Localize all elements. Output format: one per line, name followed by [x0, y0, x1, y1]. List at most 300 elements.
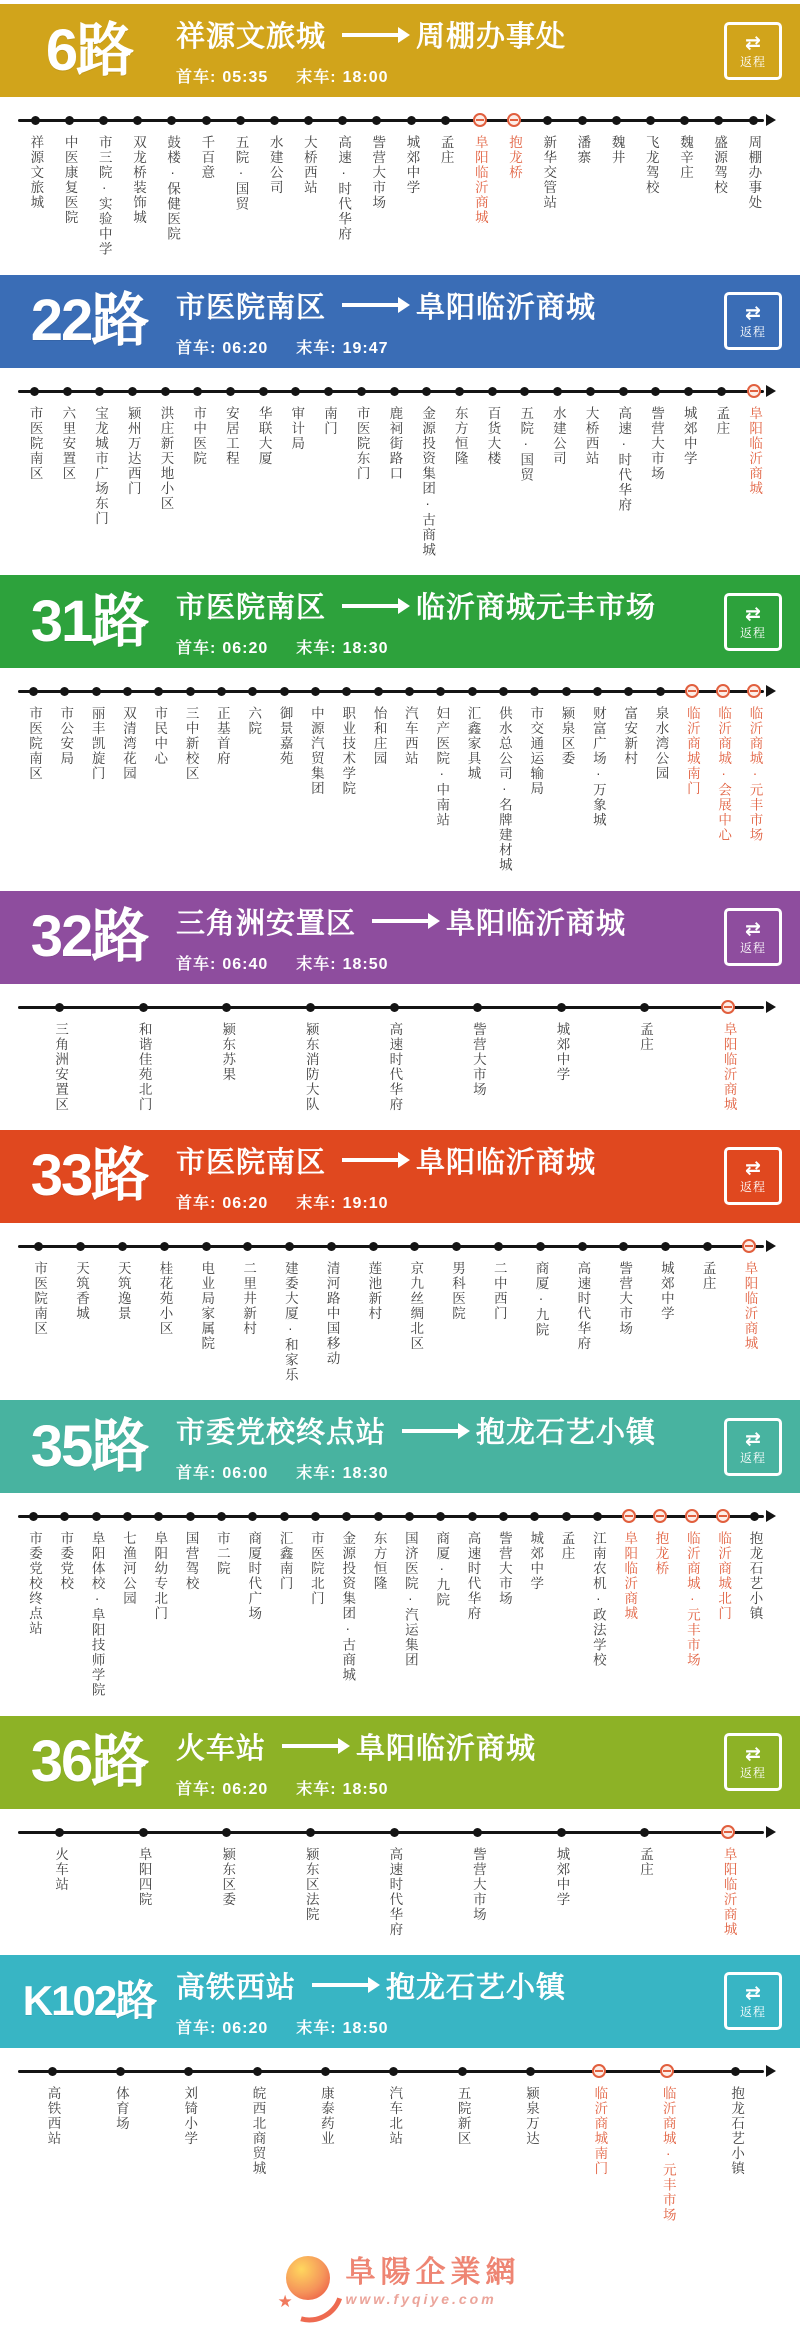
- stop-label: 訾营大市场: [470, 1846, 486, 1922]
- stop-label: 职业技术学院: [340, 706, 356, 796]
- stop-label: 市二院: [214, 1531, 230, 1576]
- route-track: [18, 1505, 770, 1698]
- stop: [436, 996, 520, 1112]
- first-bus: [176, 335, 268, 358]
- stop-label: 市医院南区: [26, 706, 42, 781]
- stop-label: 火车站: [53, 1846, 69, 1892]
- stop: [185, 1821, 269, 1937]
- stop-label: 市委党校: [58, 1531, 74, 1591]
- stop-label: 临沂商城·元丰市场: [747, 706, 763, 843]
- bus-stop-icon: [592, 2064, 606, 2078]
- stop: [519, 1821, 603, 1937]
- stop: [574, 380, 607, 558]
- stop-label: 城郊中学: [681, 405, 697, 466]
- stop-dot: [342, 1512, 351, 1521]
- swap-arrows-icon: ⇄: [745, 32, 761, 54]
- route-from: 市医院南区: [176, 592, 327, 624]
- stop: [613, 680, 644, 873]
- stop: [436, 1821, 520, 1937]
- route-times: [176, 635, 712, 658]
- stop: [603, 1821, 687, 1937]
- stop-dot: [154, 1512, 163, 1521]
- stop-dot: [291, 387, 300, 396]
- stop-label: 市医院北门: [308, 1531, 324, 1606]
- route-track: [18, 680, 770, 873]
- stop: [645, 1505, 676, 1698]
- bus-stop-icon: [721, 1825, 735, 1839]
- last-bus: [296, 951, 388, 974]
- stop-label: 孟庄: [714, 405, 730, 436]
- stop: [672, 380, 705, 558]
- stop-label: 宝龙城市广场东门: [93, 405, 109, 526]
- stop-label: 供水总公司·名牌建材城: [496, 706, 512, 873]
- stop-label: 颍州万达西门: [125, 405, 141, 496]
- stop-dot: [321, 2067, 330, 2076]
- stop-label: 阜阳临沂商城: [747, 405, 763, 496]
- bus-stop-icon: [685, 1509, 699, 1523]
- stop-label: 江南农机·政法学校: [590, 1531, 606, 1668]
- last-bus-label: 末车:: [296, 1465, 337, 1482]
- return-trip-button[interactable]: [724, 1972, 782, 2030]
- stop: [360, 109, 394, 257]
- first-bus-label: 首车:: [176, 640, 217, 657]
- stop: [687, 996, 771, 1112]
- first-bus: [176, 64, 268, 87]
- return-trip-button[interactable]: [724, 1733, 782, 1791]
- stop-dot: [306, 1828, 315, 1837]
- first-bus-label: 首车:: [176, 1780, 217, 1798]
- arrow-right-icon: [342, 604, 400, 608]
- route-to: 抱龙石艺小镇: [386, 1971, 567, 2004]
- stop-dot: [202, 1242, 211, 1251]
- bus-stop-icon: [721, 1000, 735, 1014]
- stop-label: 周棚办事处: [746, 135, 762, 210]
- stop-dot: [167, 116, 176, 125]
- return-trip-button[interactable]: [724, 593, 782, 651]
- stop-dot: [184, 2067, 193, 2076]
- stop: [345, 380, 378, 558]
- stop-dot: [248, 1512, 257, 1521]
- stop-label: 审计局: [289, 405, 305, 451]
- stop-dot: [99, 116, 108, 125]
- stop-dot: [34, 1242, 43, 1251]
- stop-label: 汇鑫家具城: [465, 706, 481, 781]
- stop-label: 三角洲安置区: [53, 1021, 69, 1112]
- route-from: 火车站: [176, 1732, 267, 1765]
- stop-label: 五院·国贸: [233, 135, 249, 212]
- first-bus-time: 06:20: [222, 2019, 269, 2037]
- stop-dot: [530, 687, 539, 696]
- first-bus-time: 06:40: [222, 955, 269, 973]
- stop-dot: [499, 1512, 508, 1521]
- stop-label: 怡和庄园: [371, 706, 387, 766]
- stop: [519, 996, 603, 1112]
- stop-dot: [29, 687, 38, 696]
- route-header: [0, 4, 800, 97]
- stop: [49, 680, 80, 873]
- arrow-right-icon: [342, 33, 400, 37]
- stop-dot: [593, 687, 602, 696]
- stop-dot: [750, 1512, 759, 1521]
- stop-label: 康泰药业: [318, 2085, 334, 2146]
- stop-dot: [29, 1512, 38, 1521]
- stop: [687, 1821, 771, 1937]
- stop-dot: [374, 687, 383, 696]
- stop-label: 富安新村: [622, 706, 638, 766]
- stop-label: 阜阳体校·阜阳技师学院: [89, 1531, 105, 1698]
- stop-label: 訾营大市场: [649, 405, 664, 481]
- stop: [394, 1505, 425, 1698]
- stop-dot: [494, 1242, 503, 1251]
- last-bus: [296, 2015, 388, 2038]
- stop: [143, 680, 174, 873]
- stop: [360, 2060, 428, 2223]
- first-bus-label: 首车:: [176, 1194, 217, 1212]
- swap-arrows-icon: ⇄: [745, 303, 761, 324]
- stop-dot: [31, 116, 40, 125]
- stop-dot: [123, 1512, 132, 1521]
- stop-dot: [473, 1003, 482, 1012]
- stop-label: 市民中心: [152, 706, 168, 766]
- first-bus-label: 首车:: [176, 1465, 217, 1482]
- route-to: 阜阳临沂商城: [416, 1146, 597, 1179]
- stop-dot: [369, 1242, 378, 1251]
- stop-dot: [586, 387, 595, 396]
- first-bus-label: 首车:: [176, 955, 217, 973]
- stop-label: 市交通运输局: [528, 706, 544, 796]
- route-track: [18, 996, 770, 1112]
- stop: [257, 109, 291, 257]
- bus-stop-icon: [653, 1509, 667, 1523]
- stop: [81, 680, 112, 873]
- stop: [185, 996, 269, 1112]
- route-diagram: [0, 368, 800, 566]
- stop-label: 高速时代华府: [465, 1531, 481, 1621]
- site-footer: [0, 2240, 800, 2326]
- stop-label: 六里安置区: [60, 405, 76, 481]
- stop-dot: [640, 1003, 649, 1012]
- stop-dot: [311, 1512, 320, 1521]
- stop-dot: [222, 1003, 231, 1012]
- stop: [633, 2060, 701, 2223]
- stop: [687, 1235, 729, 1383]
- stop-dot: [92, 1512, 101, 1521]
- routes: [0, 4, 800, 2230]
- route-number: K102路: [22, 1977, 156, 2024]
- stop-dot: [499, 687, 508, 696]
- stop-label: 和谐佳苑北门: [136, 1021, 152, 1112]
- stop: [551, 680, 582, 873]
- stop: [206, 680, 237, 873]
- last-bus-label: 末车:: [296, 1780, 337, 1798]
- stop-label: 临沂商城南门: [592, 2085, 608, 2176]
- stop: [639, 380, 672, 558]
- swap-arrows-icon: ⇄: [745, 603, 761, 625]
- stop-label: 市中医院: [191, 405, 207, 466]
- stop-dot: [133, 116, 142, 125]
- route-track: [18, 1235, 770, 1383]
- stop-dot: [139, 1828, 148, 1837]
- return-trip-button[interactable]: [724, 292, 782, 350]
- stop: [60, 1235, 102, 1383]
- stop: [394, 680, 425, 873]
- arrow-right-icon: [342, 1158, 400, 1162]
- route-from: 市医院南区: [176, 1146, 327, 1179]
- stop-dot: [92, 687, 101, 696]
- route-diagram: [0, 2048, 800, 2231]
- stop: [269, 680, 300, 873]
- stop-dot: [63, 387, 72, 396]
- stop: [214, 380, 247, 558]
- stop: [223, 2060, 291, 2223]
- stop-label: 魏辛庄: [677, 135, 693, 180]
- stop: [541, 380, 574, 558]
- stop-dot: [562, 1512, 571, 1521]
- route-direction: [176, 1140, 712, 1181]
- return-trip-button[interactable]: [724, 908, 782, 966]
- stop-dot: [186, 1512, 195, 1521]
- stop-label: 商厦时代广场: [246, 1531, 262, 1621]
- stop-dot: [441, 116, 450, 125]
- stop-dot: [222, 1828, 231, 1837]
- stop-dot: [270, 116, 279, 125]
- stop-dot: [304, 116, 313, 125]
- stop: [428, 109, 462, 257]
- first-bus-label: 首车:: [176, 339, 217, 357]
- stop-label: 妇产医院·中南站: [434, 706, 450, 828]
- stop: [352, 1821, 436, 1937]
- last-bus-time: 18:30: [342, 640, 389, 657]
- stop: [18, 680, 49, 873]
- first-bus-time: 06:20: [222, 1780, 269, 1798]
- stop: [497, 2060, 565, 2223]
- stop-label: 京九丝绸北区: [408, 1260, 424, 1351]
- last-bus: [296, 1776, 388, 1799]
- last-bus: [296, 635, 388, 658]
- stop: [143, 1235, 185, 1383]
- stop: [18, 996, 102, 1112]
- stop-label: 临沂商城·元丰市场: [684, 1531, 700, 1668]
- stop-label: 抱龙石艺小镇: [747, 1531, 763, 1621]
- stop-dot: [60, 1512, 69, 1521]
- stop-label: 双龙桥装饰城: [130, 135, 146, 225]
- stop: [519, 1235, 561, 1383]
- swap-arrows-icon: ⇄: [745, 1158, 761, 1179]
- stop: [582, 680, 613, 873]
- stop: [603, 1235, 645, 1383]
- route-number: 22路: [30, 288, 148, 353]
- stop-label: 莲池新村: [366, 1260, 382, 1321]
- stop-label: 泉水湾公园: [653, 706, 669, 781]
- route-to: 阜阳临沂商城: [356, 1732, 537, 1765]
- route-diagram: [0, 97, 800, 265]
- bus-stop-icon: [660, 2064, 674, 2078]
- stop: [310, 1235, 352, 1383]
- bus-stop-icon: [716, 1509, 730, 1523]
- stop: [86, 109, 120, 257]
- stop: [668, 109, 702, 257]
- stop-dot: [593, 1512, 602, 1521]
- stop: [599, 109, 633, 257]
- stop-label: 抱龙桥: [507, 135, 522, 180]
- first-bus-label: 首车:: [176, 69, 217, 86]
- first-bus: [176, 1190, 268, 1213]
- stop-dot: [248, 687, 257, 696]
- route-diagram: [0, 668, 800, 881]
- stop-dot: [553, 387, 562, 396]
- stop: [457, 680, 488, 873]
- first-bus-time: 05:35: [222, 69, 269, 86]
- stop: [269, 1235, 311, 1383]
- route-to: 周棚办事处: [416, 21, 567, 53]
- site-name: 阜陽企業網: [345, 2255, 521, 2289]
- stop-dot: [202, 116, 211, 125]
- stop-label: 大桥西站: [583, 405, 599, 466]
- stop-dot: [95, 387, 104, 396]
- stop-label: 二里井新村: [241, 1260, 257, 1336]
- return-trip-button[interactable]: [724, 22, 782, 80]
- route-track: [18, 380, 770, 558]
- stop-dot: [48, 2067, 57, 2076]
- route-track: [18, 109, 770, 257]
- stop-label: 国济医院·汽运集团: [402, 1531, 418, 1668]
- stop-label: 城郊中学: [658, 1260, 674, 1321]
- stop: [149, 380, 182, 558]
- stop-dot: [338, 116, 347, 125]
- route-section: [0, 1130, 800, 1391]
- stop-dot: [217, 687, 226, 696]
- route-number: 6路: [45, 17, 133, 83]
- stop-label: 颍东区法院: [303, 1846, 319, 1922]
- stop-label: 鹿祠街路口: [387, 405, 403, 481]
- stop: [352, 1235, 394, 1383]
- stop-label: 阜阳临沂商城: [721, 1846, 737, 1937]
- stop-dot: [306, 1003, 315, 1012]
- stop-label: 国营驾校: [183, 1531, 199, 1591]
- route-section: [0, 1716, 800, 1945]
- stop-dot: [640, 1828, 649, 1837]
- stop-label: 阜阳临沂商城: [742, 1260, 758, 1351]
- stop-dot: [154, 687, 163, 696]
- route-section: [0, 575, 800, 881]
- route-to: 阜阳临沂商城: [446, 907, 627, 940]
- stop: [227, 1235, 269, 1383]
- last-bus-label: 末车:: [296, 955, 337, 973]
- stop-dot: [342, 687, 351, 696]
- route-times: [176, 2015, 712, 2038]
- route-from: 高铁西站: [176, 1971, 297, 2004]
- return-trip-label: 返程: [739, 1766, 766, 1780]
- stop: [488, 680, 519, 873]
- stop-label: 阜阳幼专北门: [152, 1531, 168, 1621]
- stop: [488, 1505, 519, 1698]
- bus-stop-icon: [747, 384, 761, 398]
- route-diagram: [0, 1809, 800, 1945]
- route-to: 抱龙石艺小镇: [476, 1417, 657, 1449]
- stop-dot: [327, 1242, 336, 1251]
- stop-label: 临沂商城·会展中心: [716, 706, 732, 843]
- route-from: 三角洲安置区: [176, 907, 357, 940]
- route-section: [0, 891, 800, 1120]
- stop-dot: [253, 2067, 262, 2076]
- stop-dot: [128, 387, 137, 396]
- stop-label: 城郊中学: [554, 1846, 570, 1907]
- stop: [182, 380, 215, 558]
- stop-dot: [405, 687, 414, 696]
- stop-label: 高速时代华府: [387, 1021, 403, 1112]
- stop-label: 阜阳四院: [136, 1846, 152, 1907]
- stop-label: 訾营大市场: [617, 1260, 633, 1336]
- first-bus: [176, 635, 268, 658]
- site-url: www.fyqiye.com: [345, 2290, 497, 2307]
- stop: [702, 109, 736, 257]
- stop: [676, 680, 707, 873]
- arrow-right-icon: [312, 1983, 370, 1987]
- stop-label: 阜阳临沂商城: [622, 1531, 638, 1621]
- stop-dot: [436, 687, 445, 696]
- stop-dot: [578, 116, 587, 125]
- last-bus-label: 末车:: [296, 339, 337, 357]
- return-trip-button[interactable]: [724, 1147, 782, 1205]
- route-header: [0, 275, 800, 368]
- stop-label: 刘锜小学: [182, 2085, 198, 2146]
- stop-dot: [458, 2067, 467, 2076]
- stop: [352, 996, 436, 1112]
- stop: [175, 1505, 206, 1698]
- stop-label: 城郊中学: [404, 135, 420, 195]
- stop: [509, 380, 542, 558]
- stop: [175, 680, 206, 873]
- first-bus-time: 06:00: [222, 1465, 269, 1482]
- stop-dot: [684, 387, 693, 396]
- stop-label: 市医院南区: [32, 1260, 48, 1336]
- route-direction: [176, 901, 712, 942]
- stop-dot: [405, 1512, 414, 1521]
- stop-dot: [452, 1242, 461, 1251]
- stop: [676, 1505, 707, 1698]
- stop-dot: [488, 387, 497, 396]
- stop: [707, 1505, 738, 1698]
- stop-dot: [422, 387, 431, 396]
- route-times: [176, 335, 712, 358]
- stop-label: 新华交管站: [541, 135, 557, 210]
- stop-dot: [619, 1242, 628, 1251]
- route-from: 市委党校终点站: [176, 1417, 387, 1449]
- stop-dot: [543, 116, 552, 125]
- stop-dot: [226, 387, 235, 396]
- stop-dot: [280, 687, 289, 696]
- stop-label: 孟庄: [559, 1531, 575, 1561]
- stop-dot: [680, 116, 689, 125]
- arrow-right-icon: [402, 1429, 460, 1433]
- stop: [457, 1505, 488, 1698]
- last-bus-time: 18:50: [342, 2019, 389, 2037]
- stop: [531, 109, 565, 257]
- route-number: 35路: [30, 1413, 148, 1479]
- stop-label: 高铁西站: [45, 2085, 61, 2146]
- return-trip-button[interactable]: [724, 1418, 782, 1476]
- stop-label: 清河路中国移动: [324, 1260, 340, 1366]
- stop: [291, 2060, 359, 2223]
- stop: [561, 1235, 603, 1383]
- swap-arrows-icon: ⇄: [745, 1983, 761, 2004]
- stop-label: 商厦·九院: [533, 1260, 549, 1337]
- route-section: [0, 1400, 800, 1706]
- stop: [102, 1235, 144, 1383]
- stop-dot: [123, 687, 132, 696]
- route-number: 33路: [30, 1143, 148, 1208]
- stop-dot: [285, 1242, 294, 1251]
